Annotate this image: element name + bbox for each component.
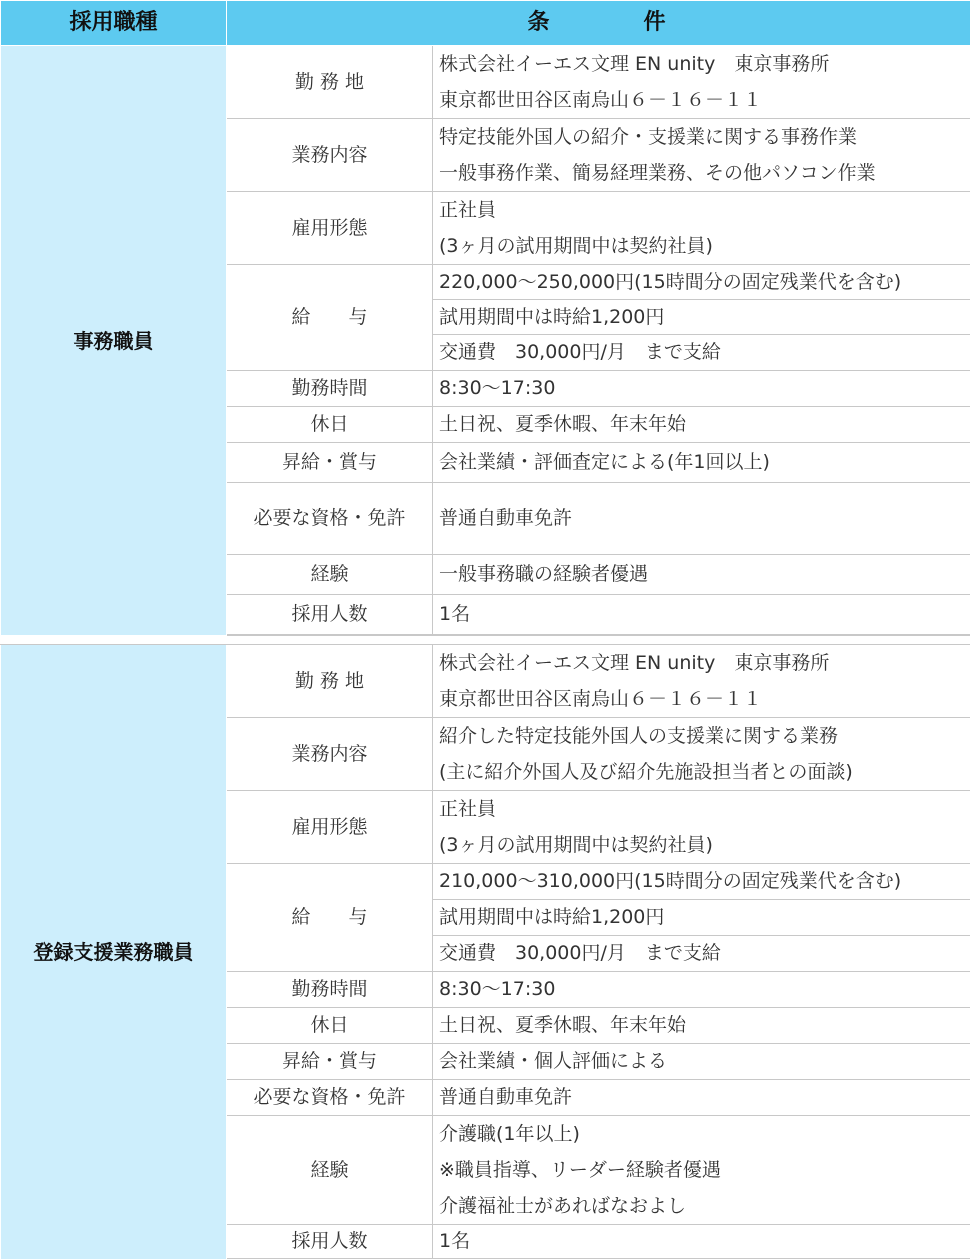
value-line: 介護福祉士があればなおよし	[439, 1188, 970, 1224]
row-label: 経験	[227, 1116, 433, 1225]
value-line: 東京都世田谷区南烏山６－１６－１１	[439, 681, 970, 717]
row-label: 雇用形態	[227, 791, 433, 864]
row-value: 試用期間中は時給1,200円	[433, 300, 970, 335]
value-line: 正社員	[439, 192, 970, 228]
section-support-staff	[1, 645, 970, 1260]
section-office-staff	[1, 46, 970, 636]
row-value: 会社業績・個人評価による	[433, 1044, 970, 1080]
row-label: 昇給・賞与	[227, 443, 433, 483]
row-label: 勤務時間	[227, 972, 433, 1008]
header-conditions	[227, 1, 970, 46]
row-label: 必要な資格・免許	[227, 483, 433, 555]
filler-cell	[433, 1259, 970, 1260]
row-label: 勤務時間	[227, 371, 433, 407]
row-value	[433, 791, 970, 864]
row-value	[433, 192, 970, 265]
spacer-cell	[1, 636, 970, 645]
row-value: 交通費 30,000円/月 まで支給	[433, 936, 970, 972]
value-line: 紹介した特定技能外国人の支援業に関する業務	[439, 718, 970, 754]
row-label: 休日	[227, 407, 433, 443]
row-label: 給 与	[227, 864, 433, 972]
value-line: 株式会社イーエス文理 EN unity 東京事務所	[439, 46, 970, 82]
row-label: 必要な資格・免許	[227, 1080, 433, 1116]
row-value: 普通自動車免許	[433, 483, 970, 555]
filler-cell	[227, 1259, 433, 1260]
spacer-row	[1, 636, 970, 645]
value-line: (3ヶ月の試用期間中は契約社員)	[439, 827, 970, 863]
row-value: 220,000～250,000円(15時間分の固定残業代を含む)	[433, 265, 970, 300]
job-category-cell: 登録支援業務職員	[1, 645, 227, 1260]
row-label: 業務内容	[227, 119, 433, 192]
row-value	[433, 718, 970, 791]
header-job-category: 採用職種	[1, 1, 227, 46]
row-label: 勤 務 地	[227, 645, 433, 718]
row-label: 採用人数	[227, 595, 433, 635]
row-value: 8:30～17:30	[433, 972, 970, 1008]
row-label: 業務内容	[227, 718, 433, 791]
row-value: 普通自動車免許	[433, 1080, 970, 1116]
row-value	[433, 1116, 970, 1225]
value-line: 介護職(1年以上)	[439, 1116, 970, 1152]
table-header-row	[1, 1, 970, 46]
row-value	[433, 645, 970, 718]
value-line: 特定技能外国人の紹介・支援業に関する事務作業	[439, 119, 970, 155]
job-category-cell: 事務職員	[1, 46, 227, 636]
row-label: 雇用形態	[227, 192, 433, 265]
value-line: 一般事務作業、簡易経理業務、その他パソコン作業	[439, 155, 970, 191]
row-value: 一般事務職の経験者優遇	[433, 555, 970, 595]
row-value	[433, 119, 970, 192]
row-value: 210,000～310,000円(15時間分の固定残業代を含む)	[433, 864, 970, 900]
row-label: 休日	[227, 1008, 433, 1044]
value-line: ※職員指導、リーダー経験者優遇	[439, 1152, 970, 1188]
row-value: 土日祝、夏季休暇、年末年始	[433, 407, 970, 443]
value-line: 株式会社イーエス文理 EN unity 東京事務所	[439, 645, 970, 681]
row-label: 採用人数	[227, 1225, 433, 1259]
value-line: (3ヶ月の試用期間中は契約社員)	[439, 228, 970, 264]
header-conditions-char-1: 条	[527, 10, 553, 35]
row-value: 交通費 30,000円/月 まで支給	[433, 335, 970, 371]
row-value: 会社業績・評価査定による(年1回以上)	[433, 443, 970, 483]
value-line: 東京都世田谷区南烏山６－１６－１１	[439, 82, 970, 118]
table-row	[1, 645, 970, 718]
row-value	[433, 46, 970, 119]
row-label: 昇給・賞与	[227, 1044, 433, 1080]
row-value: 1名	[433, 1225, 970, 1259]
section-spacer	[1, 636, 970, 645]
row-value: 土日祝、夏季休暇、年末年始	[433, 1008, 970, 1044]
row-value: 8:30～17:30	[433, 371, 970, 407]
table-row	[1, 46, 970, 119]
value-line: 正社員	[439, 791, 970, 827]
value-line: (主に紹介外国人及び紹介先施設担当者との面談)	[439, 754, 970, 790]
row-label: 給 与	[227, 265, 433, 371]
row-value: 1名	[433, 595, 970, 635]
row-value: 試用期間中は時給1,200円	[433, 900, 970, 936]
row-label: 経験	[227, 555, 433, 595]
header-conditions-char-2: 件	[644, 10, 670, 35]
row-label: 勤 務 地	[227, 46, 433, 119]
